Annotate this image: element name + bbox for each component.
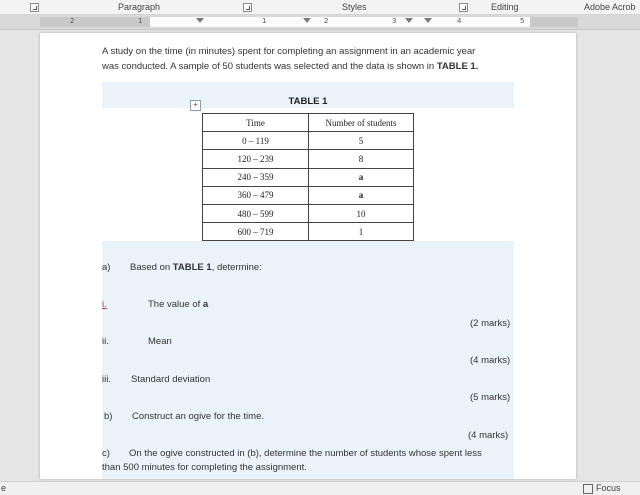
intro-line-2 [102,60,478,75]
ribbon-group-styles: Styles [342,2,367,12]
ruler-number: 2 [324,17,329,25]
focus-mode-button[interactable]: Focus [596,483,621,493]
part-a-table-ref: TABLE 1 [172,262,212,273]
table-cell: 600 – 719 [203,223,309,241]
part-c-label: c) [102,448,110,459]
intro-text: was conducted. A sample of 50 students was selected and the data is shown in [102,61,437,72]
table-cell: 360 – 479 [203,186,309,204]
item-iii-number: iii. [102,374,111,385]
questions-shading [102,241,514,479]
ribbon-group-adobe: Adobe Acrob [584,2,636,12]
item-iii-text: Standard deviation [131,374,211,385]
intro-line-1: A study on the time (in minutes) spent for completing an assignment in an academic year [102,46,476,57]
document-page[interactable] [40,33,576,479]
ruler-number: 2 [70,17,75,25]
item-i-var: a [202,299,209,310]
table-caption: TABLE 1 [288,96,328,107]
part-c-line-2: than 500 minutes for completing the assignment. [102,462,307,473]
table-cell: 5 [309,132,414,150]
ruler-right-margin [530,17,578,27]
item-ii-text: Mean [148,336,172,347]
part-b-marks: (4 marks) [468,430,509,441]
table-cell: 240 – 359 [203,168,309,186]
table-cell: 0 – 119 [203,132,309,150]
ruler-number: 1 [138,17,143,25]
table-cell: 8 [309,150,414,168]
part-a-text [130,261,262,276]
tab-stop-marker[interactable] [424,18,432,23]
ribbon-group-paragraph: Paragraph [118,2,161,12]
table-row [203,223,414,241]
ruler-number: 3 [392,17,397,25]
part-a-label: a) [102,262,111,273]
intro-table-ref: TABLE 1. [436,61,479,72]
item-i-label: The value of [148,299,203,310]
table-cell: a [309,168,414,186]
table-row [203,168,414,186]
status-bar [0,481,640,495]
ruler-number: 4 [457,17,462,25]
ruler-number: 1 [262,17,267,25]
table-row [203,150,414,168]
status-left-text: e [1,483,7,493]
item-i-text [148,298,208,313]
horizontal-ruler[interactable] [0,15,640,30]
item-i-number: i. [102,299,107,310]
item-iii-marks: (5 marks) [470,392,511,403]
part-a-post: , determine: [211,262,262,273]
first-line-indent-marker[interactable] [196,18,204,23]
table-header-row [203,114,414,132]
item-ii-number: ii. [102,336,109,347]
table-cell: a [309,186,414,204]
table-cell: 480 – 599 [203,204,309,222]
table-move-handle-icon[interactable]: + [190,100,201,111]
ribbon-group-bar [0,0,640,15]
table-row [203,132,414,150]
data-table [202,113,414,241]
dialog-launcher-icon[interactable] [30,3,39,12]
table-row [203,186,414,204]
part-c-line-1: On the ogive constructed in (b), determine the number of students whose spent less [129,448,482,459]
item-ii-marks: (4 marks) [470,355,511,366]
table-cell: 120 – 239 [203,150,309,168]
part-b-label: b) [104,411,113,422]
ruler-text-area [150,17,530,27]
focus-icon[interactable] [583,484,593,494]
tab-stop-marker[interactable] [303,18,311,23]
table-header-cell: Time [203,114,309,132]
ruler-number: 5 [520,17,525,25]
part-a-pre: Based on [130,262,173,273]
paragraph-launcher-icon[interactable] [243,3,252,12]
table-cell: 1 [309,223,414,241]
item-i-marks: (2 marks) [470,318,511,329]
ribbon-group-editing: Editing [491,2,519,12]
table-header-cell: Number of students [309,114,414,132]
tab-stop-marker[interactable] [405,18,413,23]
table-row [203,204,414,222]
ruler-left-margin [40,17,150,27]
styles-launcher-icon[interactable] [459,3,468,12]
table-cell: 10 [309,204,414,222]
part-b-text: Construct an ogive for the time. [132,411,265,422]
